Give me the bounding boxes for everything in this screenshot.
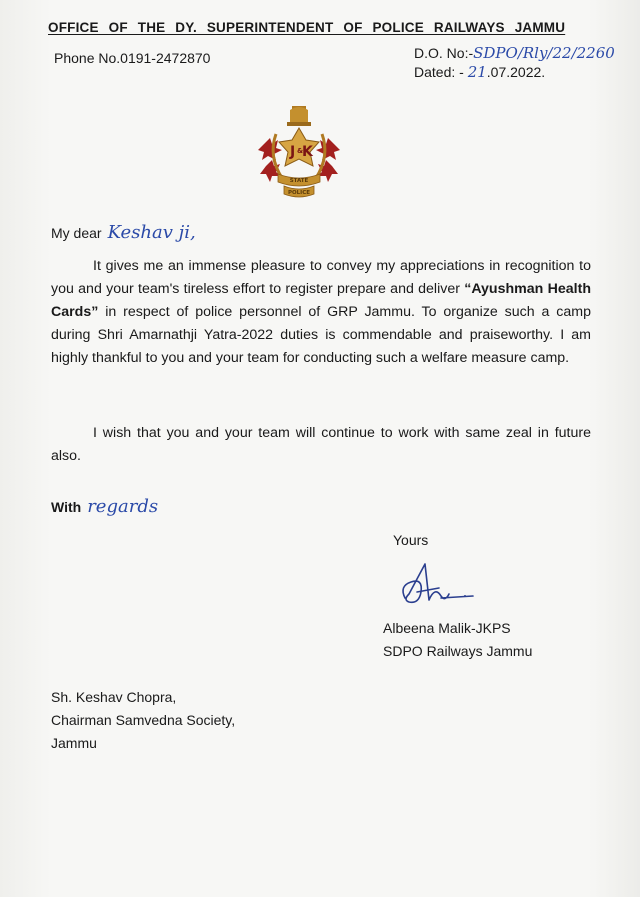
closing-regards-handwritten: regards [87, 496, 159, 517]
emblem-ribbon-state: STATE [289, 178, 309, 184]
emblem-letter-amp: & [297, 147, 304, 155]
reference-block [414, 44, 615, 82]
recipient-address [51, 686, 235, 755]
closing-yours: Yours [393, 532, 429, 548]
recipient-line-3: Jammu [51, 735, 97, 751]
p1-bold-ayushman: “Ayushman Health Cards” [51, 281, 591, 320]
salutation-text: My dear [51, 225, 102, 241]
emblem-letter-k: K [302, 144, 313, 160]
do-number-handwritten: SDPO/Rly/22/2260 [473, 44, 615, 62]
signer-block [383, 617, 532, 663]
phone-number: Phone No.0191-2472870 [54, 50, 211, 66]
closing-with [51, 496, 158, 517]
signer-title: SDPO Railways Jammu [383, 643, 533, 659]
paragraph-wish: I wish that you and your team will continue to work with same zeal in future also. [51, 425, 591, 464]
emblem-letter-j: J [290, 144, 296, 160]
dated-line [414, 63, 615, 82]
recipient-line-2: Chairman Samvedna Society, [51, 712, 236, 728]
recipient-line-1: Sh. Keshav Chopra, [51, 689, 177, 705]
signature-icon [395, 556, 475, 614]
p1-text-before: It gives me an immense pleasure to convey my appreciations in recognition to you and your team's tireless effort to register prepare and deliver [51, 258, 591, 297]
dated-month-year: .07.2022. [486, 64, 546, 80]
signer-name: Albeena Malik-JKPS [383, 620, 511, 636]
salutation [51, 222, 196, 243]
p1-text-after: in respect of police personnel of GRP Jammu. To organize such a camp during Shri Amarnathji Yatra-2022 duties is commendable and praiseworthy. I am highly thankful to you and your team for conducting such a welfare measure camp. [51, 304, 591, 366]
paragraph-appreciation [51, 255, 591, 370]
dated-day-handwritten: 21 [467, 63, 487, 81]
addressee-handwritten: Keshav ji, [107, 222, 196, 243]
do-number-line [414, 44, 615, 63]
dated-label: Dated: - [414, 64, 464, 80]
emblem-ribbon-police: POLICE [287, 190, 311, 196]
office-title: OFFICE OF THE DY. SUPERINTENDENT OF POLICE RAILWAYS JAMMU [48, 20, 566, 35]
do-label: D.O. No:- [414, 45, 474, 61]
jk-police-emblem-icon [256, 104, 342, 200]
closing-with-text: With [51, 499, 82, 515]
